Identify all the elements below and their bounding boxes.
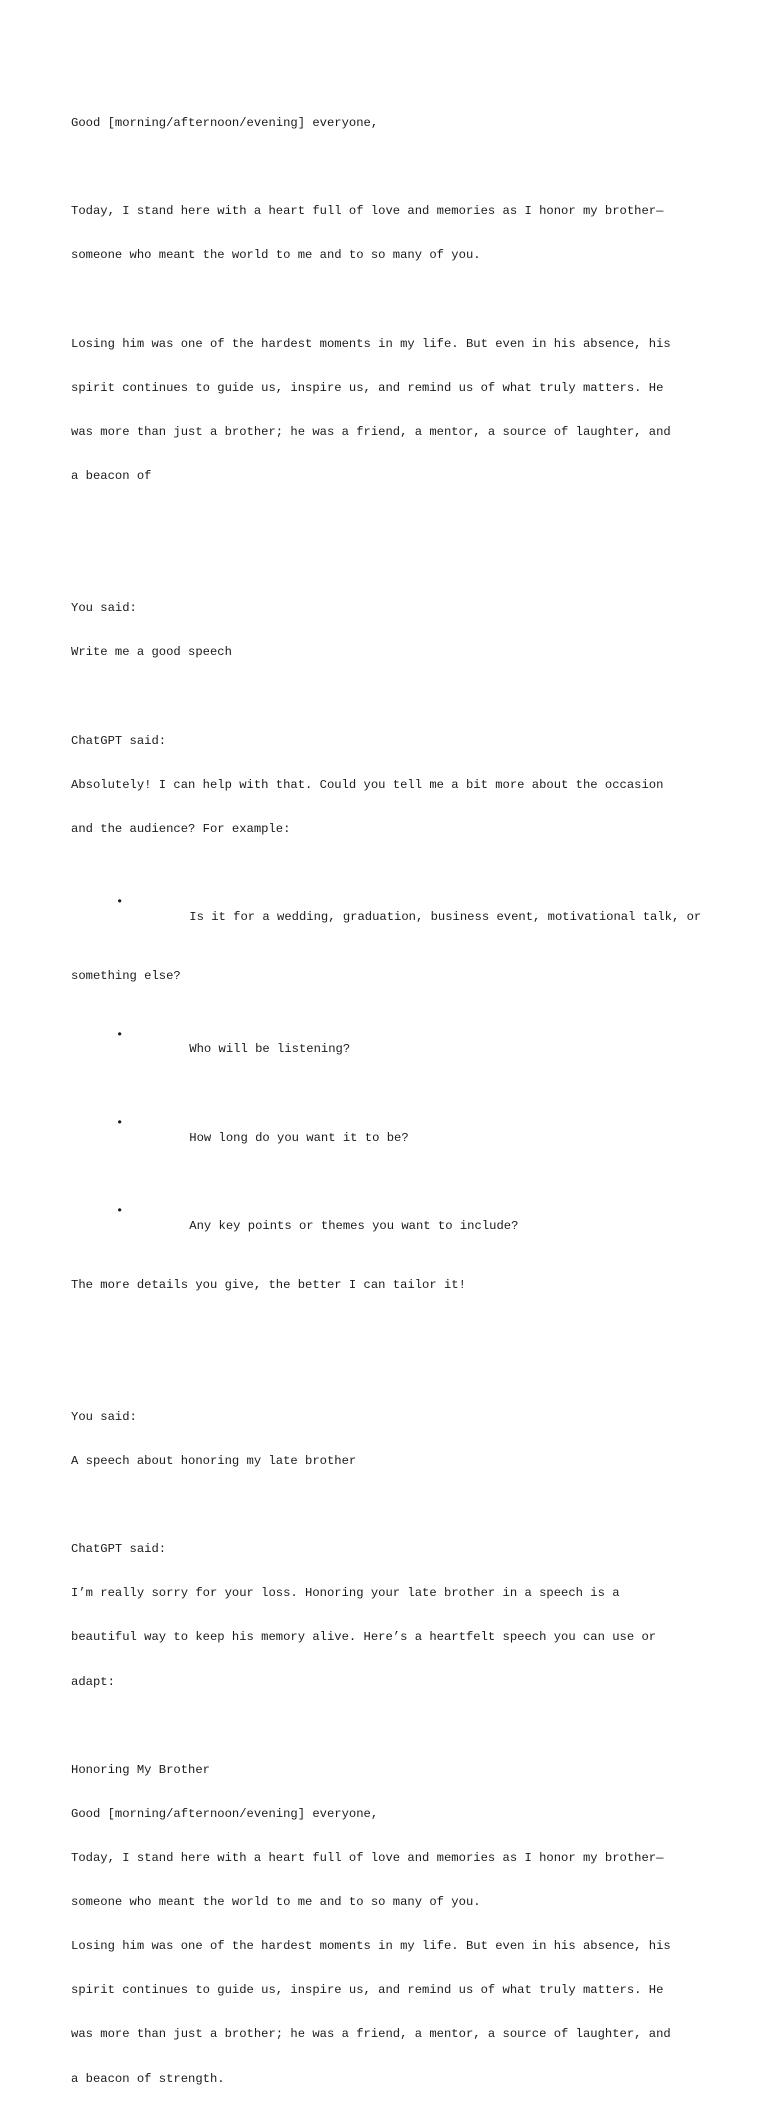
speech-title: Honoring My Brother [71, 1762, 210, 1777]
spacer [71, 689, 711, 704]
turn2-reply-line-1: I’m really sorry for your loss. Honoring your late brother in a speech is a [71, 1586, 620, 1601]
speech-paragraph-2-line-4: a beacon of strength. [71, 2071, 225, 2086]
speech-paragraph-2-line-3: was more than just a brother; he was a friend, a mentor, a source of laughter, and [71, 2027, 671, 2042]
turn1-user-label: You said: [71, 601, 137, 616]
list-item-continuation: something else? [71, 968, 181, 983]
spacer [71, 1719, 711, 1734]
turn2-reply-line-3: adapt: [71, 1674, 115, 1689]
turn2-reply-line-2: beautiful way to keep his memory alive. Here’s a heartfelt speech you can use or [71, 1630, 657, 1645]
list-item-text: Any key points or themes you want to include? [189, 1218, 519, 1233]
speech-paragraph-2-line-2: spirit continues to guide us, inspire us, and remind us of what truly matters. He [71, 1983, 664, 1998]
spacer [71, 1336, 711, 1365]
list-item [71, 1013, 711, 1072]
spacer [71, 293, 711, 308]
list-item-text: How long do you want it to be? [189, 1130, 409, 1145]
document-page [71, 72, 711, 2116]
bullet-glyph: • [116, 1115, 124, 1130]
speech-paragraph-2-line-1: Losing him was one of the hardest moments in my life. But even in his absence, his [71, 1939, 671, 1954]
draft-paragraph-2-line-3: was more than just a brother; he was a friend, a mentor, a source of laughter, and [71, 424, 671, 439]
speech-paragraph-1-line-2: someone who meant the world to me and to so many of you. [71, 1895, 481, 1910]
list-item-text: Who will be listening? [189, 1042, 351, 1057]
turn1-closing: The more details you give, the better I can tailor it! [71, 1277, 466, 1292]
draft-paragraph-1-line-2: someone who meant the world to me and to so many of you. [71, 248, 481, 263]
turn1-user-message: Write me a good speech [71, 645, 232, 660]
bullet-glyph: • [116, 895, 124, 910]
speech-greeting: Good [morning/afternoon/evening] everyone, [71, 1806, 379, 1821]
list-item-text: Is it for a wedding, graduation, business event, motivational talk, or [189, 910, 702, 925]
bullet-glyph: • [116, 1204, 124, 1219]
draft-greeting: Good [morning/afternoon/evening] everyone, [71, 116, 379, 131]
turn2-user-label: You said: [71, 1409, 137, 1424]
draft-paragraph-2-line-1: Losing him was one of the hardest moments in my life. But even in his absence, his [71, 336, 671, 351]
spacer [71, 1498, 711, 1513]
list-item [71, 881, 711, 940]
draft-paragraph-2-line-4: a beacon of [71, 468, 152, 483]
bullet-glyph: • [116, 1027, 124, 1042]
draft-paragraph-2-line-2: spirit continues to guide us, inspire us, and remind us of what truly matters. He [71, 380, 664, 395]
turn1-reply-line-1: Absolutely! I can help with that. Could you tell me a bit more about the occasion [71, 777, 664, 792]
turn2-user-message: A speech about honoring my late brother [71, 1454, 357, 1469]
turn2-assistant-label: ChatGPT said: [71, 1542, 167, 1557]
draft-paragraph-1-line-1: Today, I stand here with a heart full of love and memories as I honor my brother— [71, 204, 664, 219]
list-item [71, 1101, 711, 1160]
spacer [71, 528, 711, 557]
list-item [71, 1189, 711, 1248]
turn1-reply-line-2: and the audience? For example: [71, 821, 291, 836]
turn1-assistant-label: ChatGPT said: [71, 733, 167, 748]
speech-paragraph-1-line-1: Today, I stand here with a heart full of love and memories as I honor my brother— [71, 1850, 664, 1865]
spacer [71, 160, 711, 175]
